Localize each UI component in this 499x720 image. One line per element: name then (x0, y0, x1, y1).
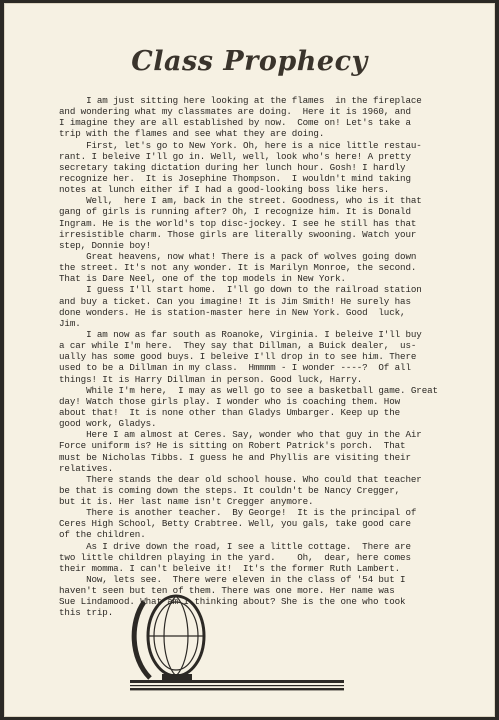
text-line: but it is. Her last name isn't Cregger anymore. (59, 496, 314, 508)
text-line: this trip. (59, 607, 114, 619)
text-line: Here I am almost at Ceres. Say, wonder who that guy in the Air (59, 429, 422, 441)
text-line: ually has some good buys. I beleive I'll drop in to see him. There (59, 351, 417, 363)
text-line: about that! It is none other than Gladys Umbarger. Keep up the (59, 406, 401, 418)
text-line: There is another teacher. By George! It is the principal of (59, 507, 417, 519)
text-line: recognize her. It is Josephine Thompson. I wouldn't mind taking (59, 172, 411, 184)
text-line: two little children playing in the yard. Oh, dear, here comes (59, 551, 411, 563)
text-line: used to be a Dillman in my class. Hmmmm - I wonder ----? Of all (59, 362, 411, 374)
text-line: relatives. (59, 462, 114, 474)
text-line: be that is coming down the steps. It couldn't be Nancy Cregger, (59, 484, 401, 496)
text-line: of the children. (59, 529, 146, 541)
text-line: their momma. I can't beleive it! It's the former Ruth Lambert. (59, 562, 401, 574)
text-line: gang of girls is running after? Oh, I recognize him. It is Donald (59, 206, 411, 218)
text-line: Ceres High School, Betty Crabtree. Well, you gals, take good care (59, 518, 411, 530)
text-line: day! Watch those girls play. I wonder who is coaching them. How (59, 395, 401, 407)
text-line: secretary taking dictation during her lunch hour. Gosh! I hardly (59, 161, 406, 173)
text-line: That is Dare Neel, one of the top models in New York. (59, 273, 346, 285)
text-line: Now, lets see. There were eleven in the class of '54 but I (59, 574, 406, 586)
text-line: done wonders. He is station-master here in New York. Good luck, (59, 306, 406, 318)
page-title: Class Prophecy (131, 46, 368, 77)
text-line: irresistible charm. Those girls are literally swooning. Watch your (59, 228, 417, 240)
text-line: Jim. (59, 317, 81, 329)
text-line: I am just sitting here looking at the flames in the fireplace (59, 95, 422, 106)
text-line: must be Nicholas Tibbs. I guess he and Phyllis are visiting their (59, 451, 411, 463)
text-line: I guess I'll start home. I'll go down to the railroad station (59, 284, 422, 296)
text-line: Great heavens, now what! There is a pack of wolves going down (59, 250, 417, 262)
text-line: I imagine they are all established by now. Come on! Let's take a (59, 117, 411, 129)
text-line: and buy a ticket. Can you imagine! It is Jim Smith! He surely has (59, 295, 411, 307)
text-line: I am now as far south as Roanoke, Virginia. I beleive I'll buy (59, 328, 422, 340)
text-line: While I'm here, I may as well go to see a basketball game. Great (59, 384, 438, 396)
text-line: There stands the dear old school house. Who could that teacher (59, 473, 422, 485)
text-line: step, Donnie boy! (59, 239, 152, 251)
text-line: notes at lunch either if I had a good-looking boss like hers. (59, 184, 390, 196)
text-line: rant. I beleive I'll go in. Well, well, look who's here! A pretty (59, 150, 411, 162)
text-line: a car while I'm here. They say that Dillman, a Buick dealer, us- (59, 340, 417, 352)
text-line: Sue Lindamood. What am I thinking about? She is the one who took (59, 596, 406, 608)
text-line: Well, here I am, back in the street. Goodness, who is it that (59, 195, 422, 207)
text-line: trip with the flames and see what they are doing. (59, 128, 325, 140)
text-line: things! It is Harry Dillman in person. Good luck, Harry. (59, 373, 363, 385)
text-line: and wondering what my classmates are doing. Here it is 1960, and (59, 106, 411, 118)
text-line: good work, Gladys. (59, 418, 157, 430)
text-line: Force uniform is? He is sitting on Robert Patrick's porch. That (59, 440, 406, 452)
text-line: Ingram. He is the world's top disc-jockey. I see he still has that (59, 217, 417, 229)
prophecy-text (59, 95, 439, 619)
globe-ornament-icon (126, 592, 346, 692)
text-line: haven't seen but ten of them. There was one more. Her name was (59, 585, 395, 597)
text-line: As I drive down the road, I see a little cottage. There are (59, 540, 411, 552)
text-line: First, let's go to New York. Oh, here is a nice little restau- (59, 139, 422, 151)
text-line: the street. It's not any wonder. It is Marilyn Monroe, the second. (59, 262, 417, 274)
